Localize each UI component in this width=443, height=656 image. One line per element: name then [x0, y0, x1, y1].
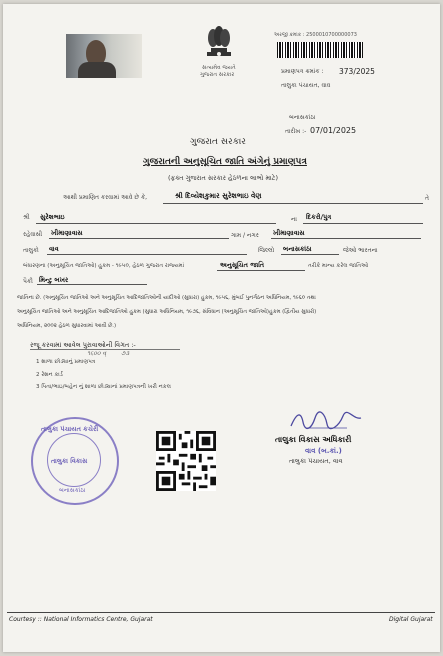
intro-text: આથી પ્રમાણિત કરવામાં આવે છે કે,: [63, 194, 148, 201]
caste-prefix: પૈકી: [23, 278, 33, 285]
district-line: [281, 254, 339, 255]
barcode: [277, 42, 363, 58]
legal-text-line3: અધિનિયમ, ૨૦૦૨ હેઠળ સુધારવામાં આવી છે.): [17, 323, 117, 329]
footer-divider: [7, 612, 435, 613]
place-label: બનાસકાંઠા: [289, 114, 316, 121]
intro-end: તે: [425, 195, 429, 202]
stamp-inner-text: તાલુકા વિકાસ: [51, 457, 88, 465]
na-label: ના: [291, 216, 297, 223]
village-town-label: ગામ / નગર: [231, 232, 259, 239]
stamp-outer-text: તાલુકા પંચાયત કચેરી: [41, 425, 99, 433]
father-name: સુરેશભાઇ: [40, 213, 65, 221]
relation: દિકરો/પુત્ર: [306, 213, 332, 221]
certificate-subtitle: (ફક્ત ગુજરાત સરકાર હેઠળના લાભો માટે): [168, 174, 278, 182]
signatory-place: વાવ (બ.કાં.): [305, 447, 342, 455]
signatory-title: તાલુકા વિકાસ અધિકારી: [275, 435, 352, 444]
signatory-office: તાલુકા પંચાયત, વાવ: [289, 457, 343, 465]
date-label: તારીખ :-: [285, 128, 307, 135]
emblem-caption: સત્યમેવ જયતે: [202, 65, 236, 71]
caste-category: અનુસૂચિત જાતિ: [220, 261, 265, 269]
handwritten-note: ૧૬૦૦ વ્: [87, 350, 107, 357]
office-stamp: [31, 417, 119, 505]
order-text-post: તરીકે માન્ય કરેલ જાતિઓ: [308, 263, 369, 269]
residence-label: રહેવાસી: [23, 231, 43, 238]
district: બનાસકાંઠા: [283, 245, 312, 253]
taluka-line: [47, 254, 247, 255]
office-name: તાલુકા પંચાયત, વાવ: [281, 82, 331, 89]
applicant-photo: [66, 34, 142, 78]
document-1: 1 શાળા છોડ્યાનું પ્રમાણપત્ર: [36, 359, 96, 365]
cert-no: 373/2025: [339, 67, 375, 76]
documents-title: રજૂ કરવામાં આવેલ પુરાવાઓની વિગત :-: [30, 341, 136, 349]
village-line: [49, 238, 229, 239]
qr-code-icon: [156, 431, 216, 491]
relation-line: [303, 223, 423, 224]
footer-courtesy: Courtesy :: National Informatics Centre, Gujarat: [9, 616, 153, 623]
stamp-bottom-text: બનાસકાંઠા: [59, 487, 86, 494]
cert-no-label: પ્રમાણપત્ર ક્રમાંક :: [281, 68, 324, 75]
father-line: [36, 223, 276, 224]
village: ખીમાણાવાસ: [51, 229, 83, 237]
legal-text-line1: જાતિના છે. (અનુસૂચિત જાતિઓ અને અનુસૂચિત આદિજાતિઓની યાદીઓ (સુધારા) હુકમ, ૧૯૫૬, મુંબઈ પુનર્ગઠન અધિનિયમ, ૧૯૬૦ તથા: [17, 295, 316, 301]
certificate-title: ગુજરાતની અનુસૂચિત જાતિ અંગેનું પ્રમાણપત્ર: [143, 157, 307, 167]
certificate-sheet: [3, 4, 440, 652]
name-line: [163, 203, 423, 204]
village2-line: [271, 238, 421, 239]
state-title: ગુજરાત સરકાર: [190, 137, 246, 147]
handwritten-note-2: ૭૩: [121, 350, 130, 357]
taluka: વાવ: [49, 245, 59, 253]
photo-body-shape: [78, 62, 116, 78]
barcode-number: અરજી ક્રમાંક : 2500010700000073: [274, 32, 357, 38]
document-3: 3 પિતા/ભાઇ/બહેન નું શાળા છોડ્યાનાં પ્રમાણપત્રની ખરી નકલ: [36, 384, 171, 390]
govt-caption: ગુજરાત સરકાર: [200, 72, 235, 78]
district-label: જિલ્લો: [258, 247, 275, 254]
village-town: ખીમાણાવાસ: [273, 229, 305, 237]
caste-category-line: [217, 270, 305, 271]
document-2: 2 રેશન કાર્ડ: [36, 372, 63, 378]
shri-label: શ્રી: [23, 214, 30, 221]
holder-name: શ્રી દિવ્યેશકુમાર સુરેશભાઇ વેણ: [175, 192, 262, 200]
taluka-label: તાલુકો: [23, 247, 39, 254]
issue-date: 07/01/2025: [310, 126, 357, 135]
signature-image: [287, 408, 367, 434]
order-text-pre: બંધારણના (અનુસૂચિત જાતિઓ) હુકમ - ૧૯૫૦, હેઠળ ગુજરાત રાજ્યમાં: [23, 263, 185, 269]
footer-digital-gujarat: Digital Gujarat: [389, 616, 433, 623]
state-label: જેઓ ભારતના: [343, 247, 378, 254]
caste-name: મિન્ટુ બખર: [39, 276, 69, 284]
legal-text-line2: અનુસૂચિત જાતિઓ અને અનુસૂચિત આદિજાતિઓ હુકમ (સુધારા અધિનિયમ, ૧૯૭૬, સંવિધાન (અનુસૂચિત જાતિઓ)હુકમ (દ્વિતીય સુધારો): [17, 309, 317, 315]
ashoka-emblem-icon: [199, 22, 239, 64]
